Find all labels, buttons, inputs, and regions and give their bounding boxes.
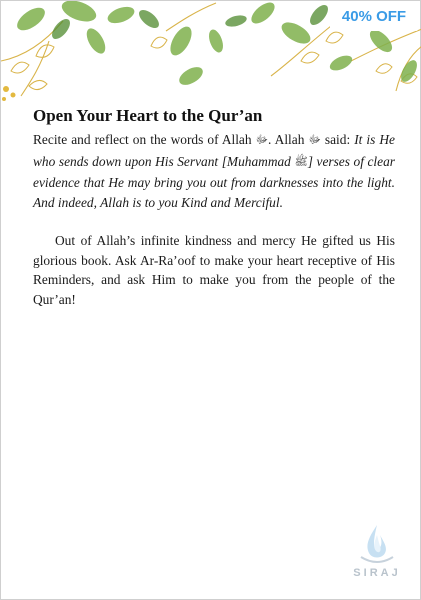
quote-part-a: It is He who sends down upon His Servant [Muhammad xyxy=(33,132,395,169)
logo-text: SIRAJ xyxy=(353,567,401,579)
honorific-glyph: ﷺ xyxy=(294,155,308,168)
quote-part-b: ] verses of clear evidence that He may bring you out from darknesses into the light. And indeed, Allah is to you Kind and Merciful. xyxy=(33,153,395,210)
honorific-glyph: ﷻ xyxy=(255,134,269,146)
paragraph-1-lead: Recite and reflect on the words of Allah xyxy=(33,132,256,147)
honorific-glyph: ﷻ xyxy=(308,134,321,146)
paragraph-1-mid: . Allah xyxy=(268,132,309,147)
discount-badge: 40% OFF xyxy=(330,3,418,31)
siraj-logo xyxy=(347,521,407,591)
paragraph-1-said: said: xyxy=(320,132,355,147)
paragraph-1 xyxy=(33,130,395,212)
flame-icon xyxy=(347,521,407,567)
page-title: Open Your Heart to the Qur’an xyxy=(33,106,263,125)
paragraph-2: Out of Allah’s infinite kindness and mercy He gifted us His glorious book. Ask Ar-Ra’oof to make your heart receptive of His Reminders, and ask Him to make you from the people of the Qur’an! xyxy=(33,233,395,307)
page-content xyxy=(33,106,395,309)
